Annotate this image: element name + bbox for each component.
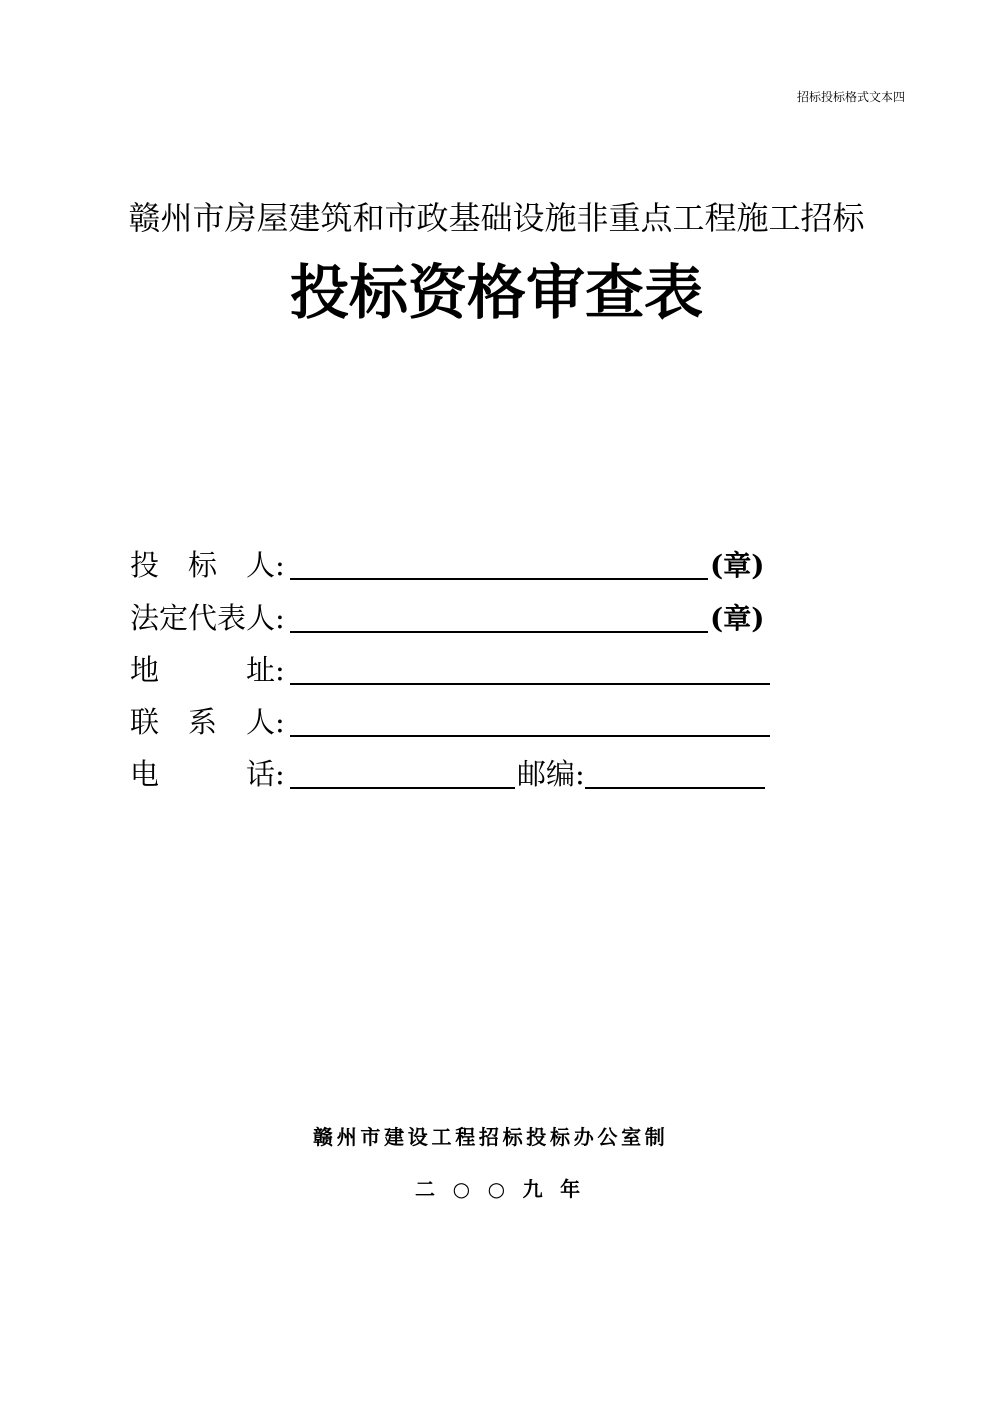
contact-person-blank-line	[290, 735, 770, 737]
issue-year: 二 ○ ○ 九 年	[415, 1177, 586, 1201]
address-label: 地 址:	[130, 653, 285, 687]
bidder-seal-mark: (章)	[710, 549, 765, 582]
document-title-line-2: 投标资格审查表	[289, 258, 703, 327]
document-format-label: 招标投标格式文本四	[796, 90, 905, 104]
postcode-label: 邮编:	[517, 757, 585, 791]
bidder-label: 投 标 人:	[130, 548, 285, 582]
issuing-office: 赣州市建设工程招标投标办公室制	[313, 1125, 669, 1149]
address-blank-line	[290, 683, 770, 685]
form-row-phone-postcode	[0, 757, 993, 791]
legal-representative-label: 法定代表人:	[130, 601, 285, 635]
form-row-address	[0, 653, 993, 687]
document-title-line-1: 赣州市房屋建筑和市政基础设施非重点工程施工招标	[128, 199, 865, 237]
contact-person-label: 联 系 人:	[130, 705, 285, 739]
legal-representative-seal-mark: (章)	[710, 602, 765, 635]
form-row-legal-representative	[0, 601, 993, 635]
form-row-contact-person	[0, 705, 993, 739]
phone-label: 电 话:	[130, 757, 285, 791]
bidder-blank-line	[290, 578, 708, 580]
postcode-blank-line	[585, 787, 765, 789]
form-row-bidder	[0, 548, 993, 582]
phone-blank-line	[290, 787, 515, 789]
legal-representative-blank-line	[290, 631, 708, 633]
